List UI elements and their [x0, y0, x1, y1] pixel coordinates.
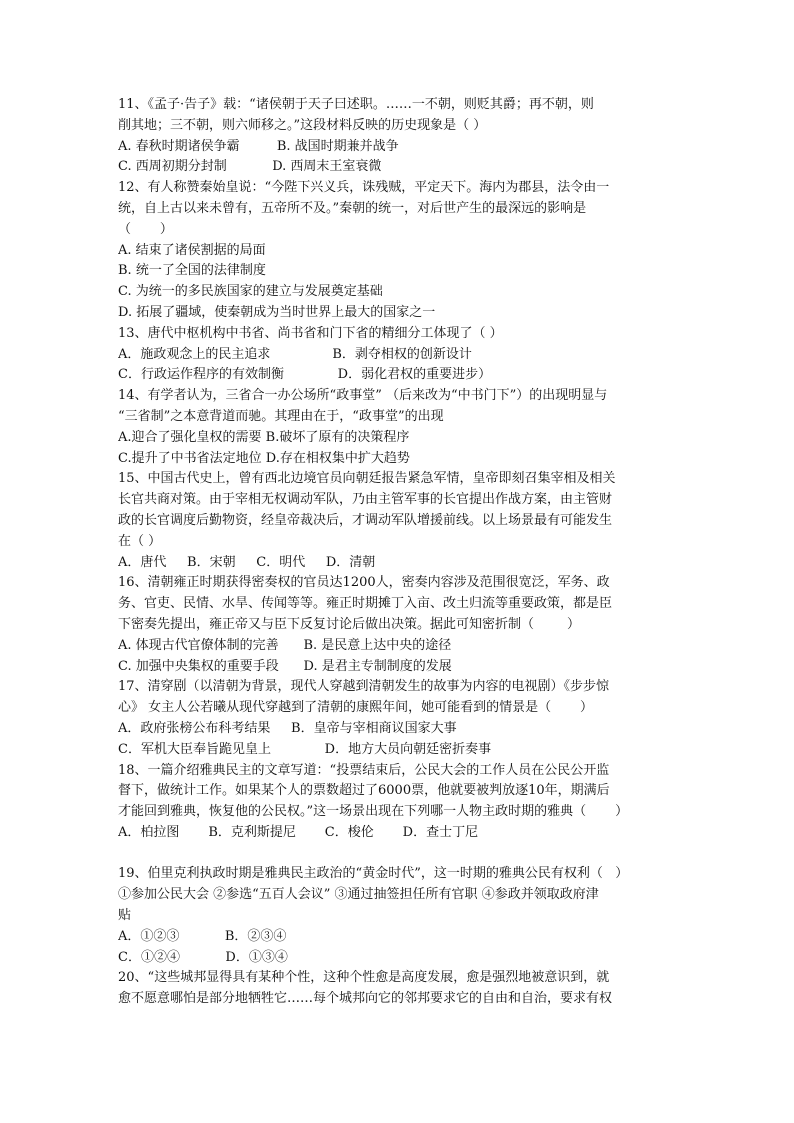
text-line: 督下，做统计工作。如果某个人的票数超过了6000票，他就要被判放逐10年，期满后 — [118, 783, 610, 799]
text-line: 贴 — [118, 908, 132, 924]
text-line: C．①②④ D．①③④ — [118, 949, 288, 965]
text-line: 18、一篇介绍雅典民主的文章写道：“投票结束后，公民大会的工作人员在公民公开监 — [118, 762, 610, 778]
text-line: 14、有学者认为，三省合一办公场所“政事堂” （后来改为“中书门下”）的出现明显与 — [118, 388, 608, 404]
text-line: 心》 女主人公若曦从现代穿越到了清朝的康熙年间，她可能看到的情景是（ ） — [118, 700, 594, 716]
text-line: 务、官吏、民情、水旱、传闻等等。雍正时期摊丁入亩、改土归流等重要政策，都是臣 — [118, 596, 613, 612]
text-line: C.提升了中书省法定地位 D.存在相权集中扩大趋势 — [118, 450, 410, 466]
text-line: 削其地；三不朝，则六师移之。”这段材料反映的历史现象是（ ） — [118, 117, 487, 133]
text-line: “三省制”之本意背道而驰。其理由在于，“政事堂”的出现 — [118, 408, 444, 424]
text-line: A．政府张榜公布科考结果 B．皇帝与宰相商议国家大事 — [118, 720, 457, 736]
text-line: （ ） — [118, 221, 173, 237]
text-line: C. 西周初期分封制 D. 西周末王室衰微 — [118, 159, 382, 175]
question-text-block — [118, 95, 688, 1010]
text-line: 11、《孟子·告子》载：“诸侯朝于天子曰述职。……一不朝，则贬其爵；再不朝，则 — [118, 97, 594, 112]
text-line: A．①②③ B．②③④ — [118, 928, 287, 944]
text-line: A．唐代 B．宋朝 C．明代 D．清朝 — [118, 554, 376, 570]
text-line: C. 为统一的多民族国家的建立与发展奠定基础 — [118, 284, 383, 300]
text-line: 才能回到雅典，恢复他的公民权。”这一场景出现在下列哪一人物主政时期的雅典（ ） — [118, 804, 629, 820]
text-line: 15、中国古代史上，曾有西北边境官员向朝廷报告紧急军情，皇帝即刻召集宰相及相关 — [118, 471, 616, 487]
text-line: A. 体现古代官僚体制的完善 B. 是民意上达中央的途径 — [118, 637, 452, 653]
text-line: 19、伯里克利执政时期是雅典民主政治的“黄金时代”，这一时期的雅典公民有权利（ ） — [118, 866, 629, 882]
text-line: 16、清朝雍正时期获得密奏权的官员达1200人，密奏内容涉及范围很宽泛，军务、政 — [118, 575, 610, 591]
text-line: 12、有人称赞秦始皇说：“今陛下兴义兵，诛残贼，平定天下。海内为郡县，法令由一 — [118, 180, 610, 196]
text-line: 20、“这些城邦显得具有某种个性，这种个性愈是高度发展，愈是强烈地被意识到，就 — [118, 970, 610, 986]
text-line: 政的长官调度后勤物资，经皇帝裁决后，才调动军队增援前线。以上场景最有可能发生 — [118, 512, 613, 528]
text-line: C. 加强中央集权的重要手段 D. 是君主专制制度的发展 — [118, 658, 452, 674]
text-line: 统，自上古以来未曾有，五帝所不及。”秦朝的统一，对后世产生的最深远的影响是 — [118, 200, 587, 216]
blank-line — [118, 844, 688, 865]
text-line: 17、清穿剧（以清朝为背景，现代人穿越到清朝发生的故事为内容的电视剧）《步步惊 — [118, 679, 610, 695]
text-line: 在（ ） — [118, 533, 162, 549]
text-line: B. 统一了全国的法律制度 — [118, 263, 266, 279]
text-line: A. 结束了诸侯割据的局面 — [118, 242, 266, 258]
text-line: 下密奏先提出，雍正帝又与臣下反复讨论后做出决策。据此可知密折制（ ） — [118, 616, 581, 632]
text-line: 长官共商对策。由于宰相无权调动军队，乃由主管军事的长官提出作战方案，由主管财 — [118, 492, 613, 508]
text-line: A. 春秋时期诸侯争霸 B. 战国时期兼并战争 — [118, 138, 399, 154]
text-line: A．柏拉图 B．克利斯提尼 C．梭伦 D．查士丁尼 — [118, 824, 479, 840]
text-line: C．军机大臣奉旨跪见皇上 D．地方大员向朝廷密折奏事 — [118, 741, 492, 757]
text-line: ①参加公民大会 ②参选“五百人会议” ③通过抽签担任所有官职 ④参政并领取政府津 — [118, 887, 599, 903]
text-line: A．施政观念上的民主追求 B．剥夺相权的创新设计 — [118, 346, 472, 362]
text-line: 13、唐代中枢机构中书省、尚书省和门下省的精细分工体现了（ ） — [118, 325, 503, 341]
text-line: C．行政运作程序的有效制衡 D．弱化君权的重要进步） — [118, 367, 492, 383]
text-line: 愈不愿意哪怕是部分地牺牲它……每个城邦向它的邻邦要求它的自由和自治，要求有权 — [118, 991, 613, 1007]
text-line: D. 拓展了疆域，使秦朝成为当时世界上最大的国家之一 — [118, 304, 436, 320]
text-line: A.迎合了强化皇权的需要 B.破坏了原有的决策程序 — [118, 429, 410, 445]
